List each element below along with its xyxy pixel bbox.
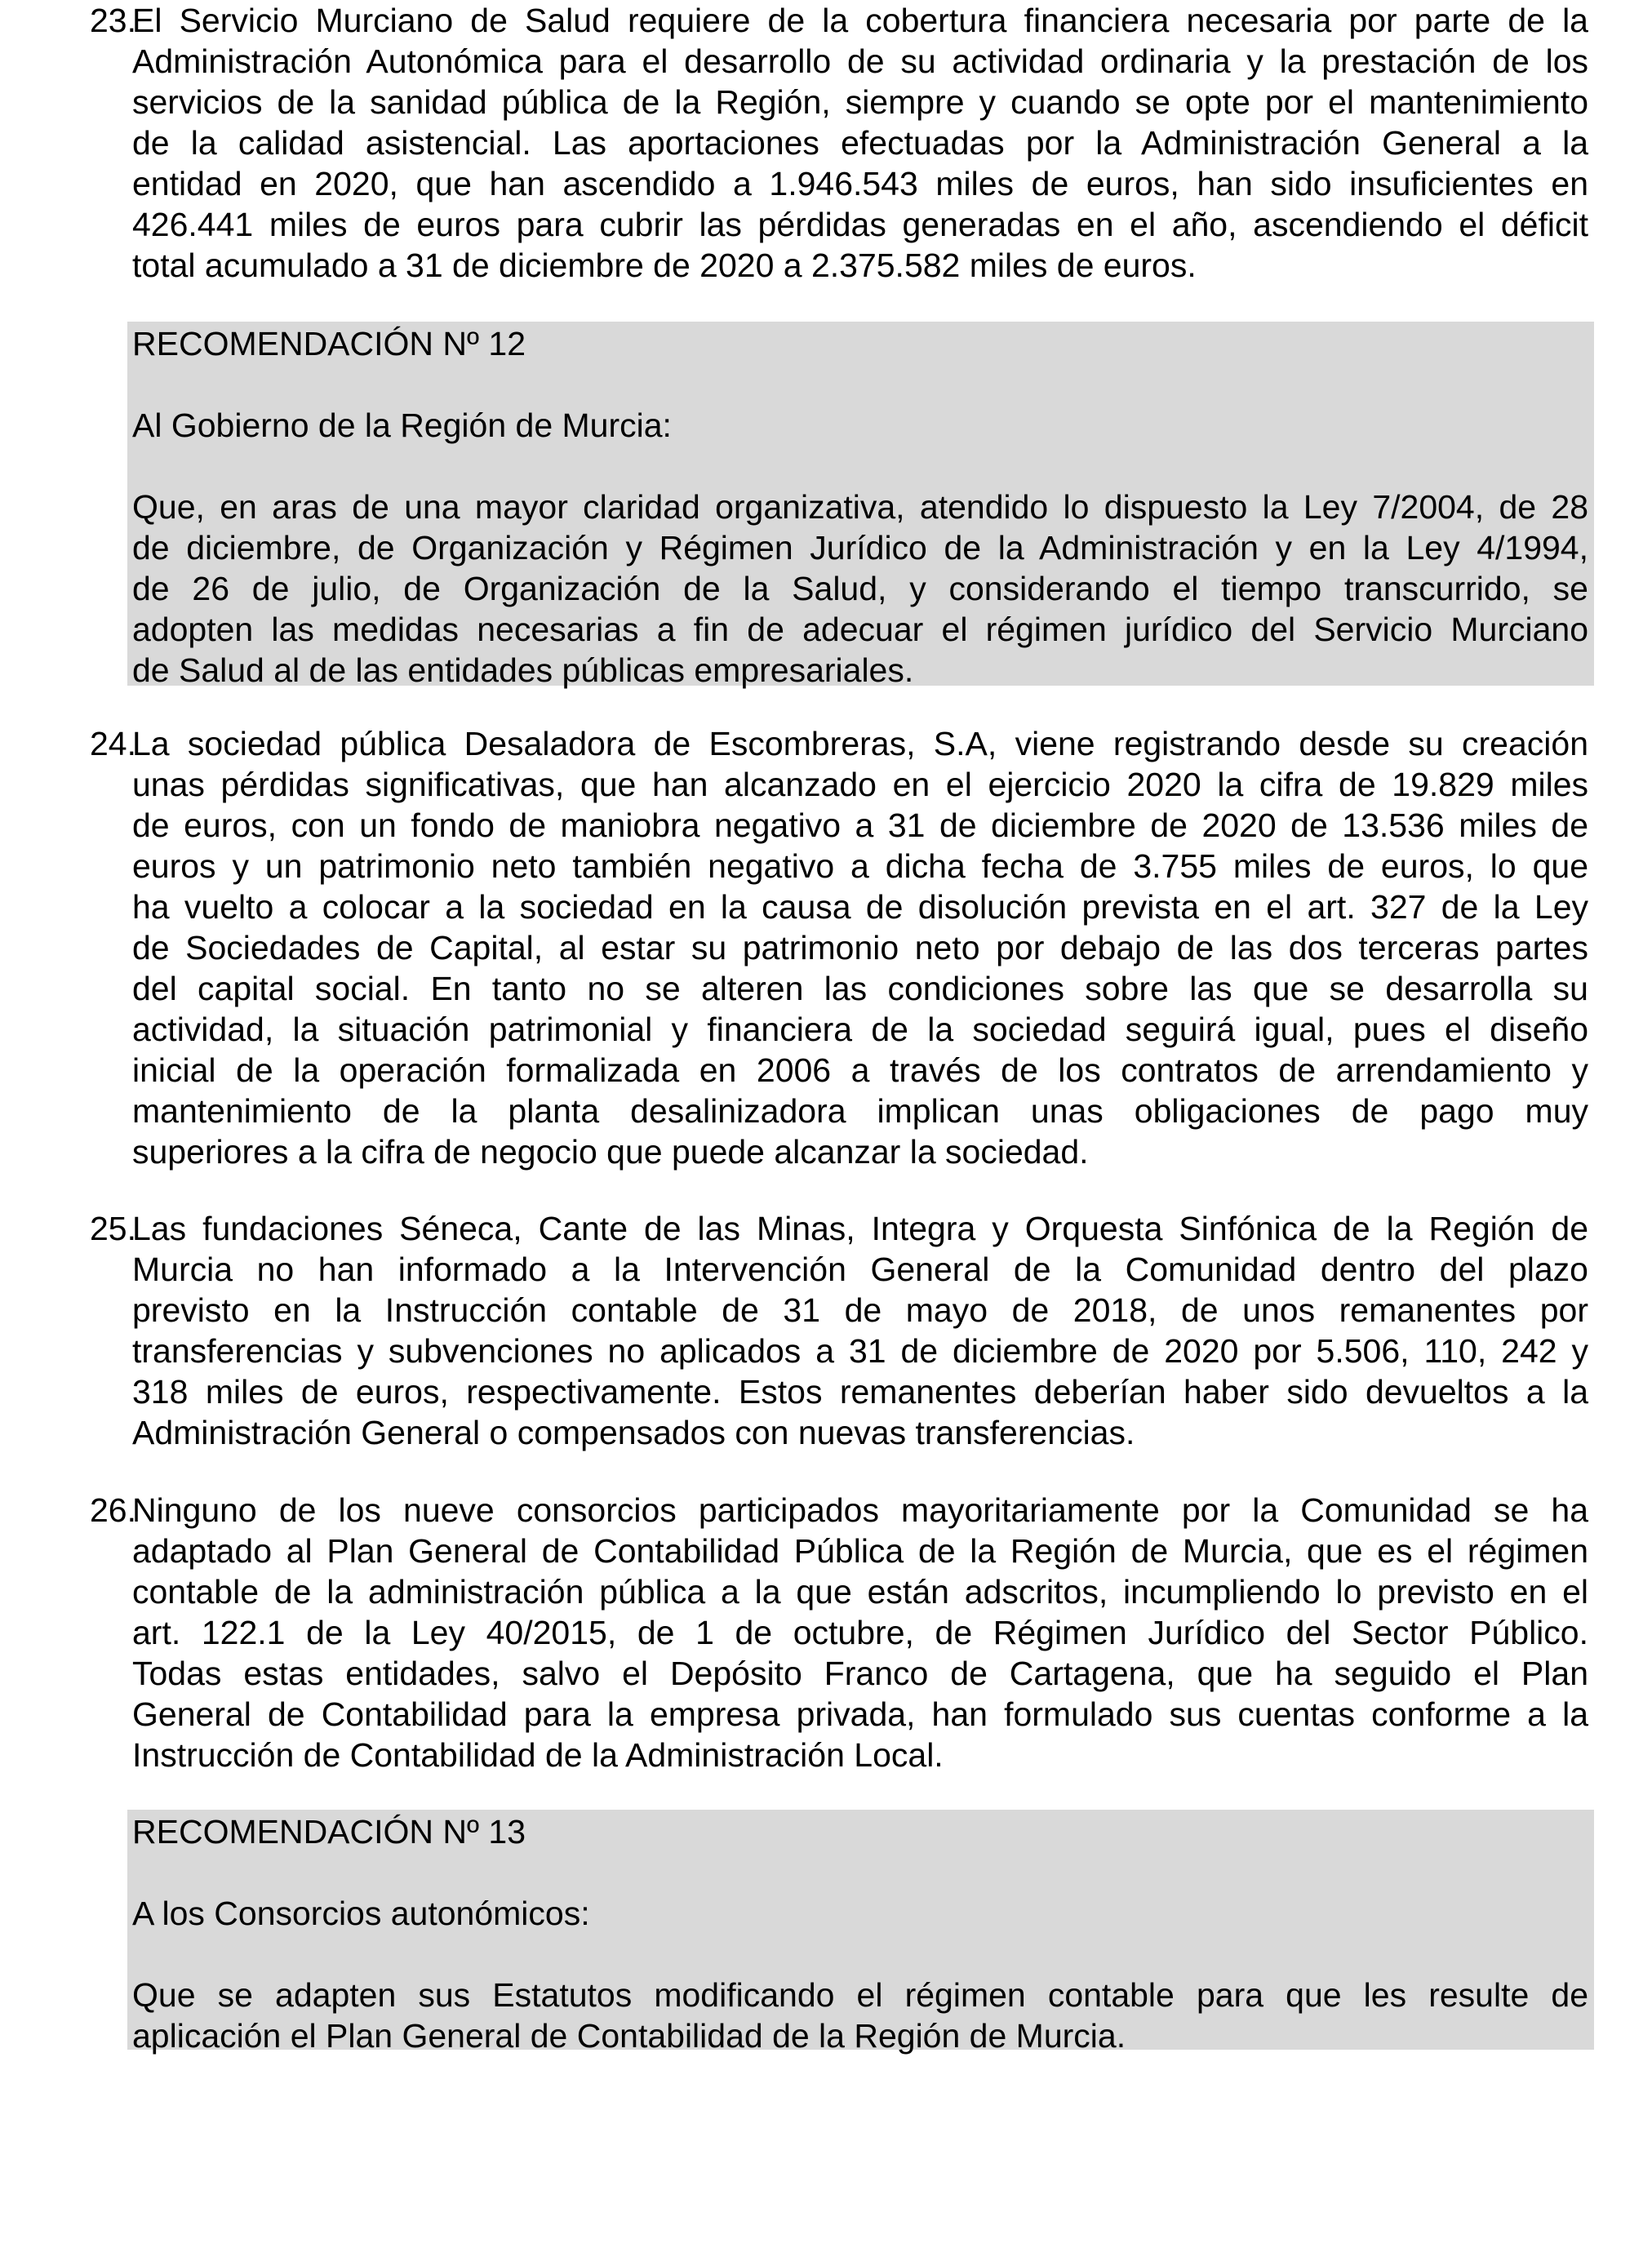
text-line: 426.441 miles de euros para cubrir las pérdidas generadas en el año, ascendiendo el déficit	[132, 206, 1588, 243]
text-line: La sociedad pública Desaladora de Escombreras, S.A, viene registrando desde su creación	[132, 725, 1588, 762]
text-line: Instrucción de Contabilidad de la Administración Local.	[132, 1736, 944, 1774]
paragraph-25	[90, 1208, 1588, 1453]
recommendation-12-box	[127, 322, 1594, 689]
text-line: ha vuelto a colocar a la sociedad en la causa de disolución prevista en el art. 327 de la Ley	[132, 888, 1588, 926]
recommendation-addressee: Al Gobierno de la Región de Murcia:	[132, 407, 672, 444]
text-line: del capital social. En tanto no se alteren las condiciones sobre las que se desarrolla su	[132, 970, 1588, 1007]
text-line: de euros, con un fondo de maniobra negativo a 31 de diciembre de 2020 de 13.536 miles de	[132, 806, 1588, 844]
text-line: Que se adapten sus Estatutos modificando el régimen contable para que les resulte de	[132, 1976, 1588, 2014]
text-line: de Salud al de las entidades públicas empresariales.	[132, 651, 914, 689]
recommendation-heading: RECOMENDACIÓN Nº 13	[132, 1813, 526, 1851]
text-line: de Sociedades de Capital, al estar su patrimonio neto por debajo de las dos terceras partes	[132, 929, 1588, 966]
paragraph-number: 25.	[90, 1210, 136, 1247]
text-line: actividad, la situación patrimonial y financiera de la sociedad seguirá igual, pues el diseño	[132, 1011, 1588, 1048]
text-line: aplicación el Plan General de Contabilidad de la Región de Murcia.	[132, 2017, 1126, 2055]
text-line: previsto en la Instrucción contable de 31 de mayo de 2018, de unos remanentes por	[132, 1291, 1588, 1329]
text-line: El Servicio Murciano de Salud requiere de la cobertura financiera necesaria por parte de la	[132, 2, 1588, 39]
recommendation-addressee: A los Consorcios autonómicos:	[132, 1895, 590, 1932]
recommendation-heading: RECOMENDACIÓN Nº 12	[132, 325, 526, 362]
text-line: superiores a la cifra de negocio que puede alcanzar la sociedad.	[132, 1133, 1089, 1171]
text-line: total acumulado a 31 de diciembre de 2020 a 2.375.582 miles de euros.	[132, 247, 1197, 284]
paragraph-number: 26.	[90, 1491, 136, 1529]
text-line: unas pérdidas significativas, que han alcanzado en el ejercicio 2020 la cifra de 19.829 miles	[132, 766, 1588, 803]
text-line: adaptado al Plan General de Contabilidad Pública de la Región de Murcia, que es el régimen	[132, 1532, 1588, 1570]
text-line: Ninguno de los nueve consorcios participados mayoritariamente por la Comunidad se ha	[132, 1491, 1588, 1529]
text-line: Administración Autonómica para el desarrollo de su actividad ordinaria y la prestación de los	[132, 42, 1588, 80]
text-line: inicial de la operación formalizada en 2006 a través de los contratos de arrendamiento y	[132, 1051, 1588, 1089]
text-line: Murcia no han informado a la Intervención General de la Comunidad dentro del plazo	[132, 1251, 1588, 1288]
text-line: 318 miles de euros, respectivamente. Estos remanentes deberían haber sido devueltos a la	[132, 1373, 1588, 1411]
paragraph-number: 24.	[90, 725, 136, 762]
text-line: mantenimiento de la planta desalinizadora implican unas obligaciones de pago muy	[132, 1092, 1588, 1130]
text-line: Todas estas entidades, salvo el Depósito Franco de Cartagena, que ha seguido el Plan	[132, 1655, 1588, 1692]
text-line: Las fundaciones Séneca, Cante de las Minas, Integra y Orquesta Sinfónica de la Región de	[132, 1210, 1588, 1247]
paragraph-23	[90, 0, 1588, 286]
text-line: de diciembre, de Organización y Régimen Jurídico de la Administración y en la Ley 4/1994,	[132, 529, 1588, 566]
paragraph-number: 23.	[90, 2, 136, 39]
text-line: de 26 de julio, de Organización de la Salud, y considerando el tiempo transcurrido, se	[132, 570, 1588, 607]
text-line: Administración General o compensados con nuevas transferencias.	[132, 1414, 1135, 1451]
paragraph-26	[90, 1490, 1588, 1775]
text-line: servicios de la sanidad pública de la Región, siempre y cuando se opte por el mantenimiento	[132, 83, 1588, 121]
text-line: de la calidad asistencial. Las aportaciones efectuadas por la Administración General a la	[132, 124, 1588, 162]
text-line: euros y un patrimonio neto también negativo a dicha fecha de 3.755 miles de euros, lo que	[132, 847, 1588, 885]
text-line: adopten las medidas necesarias a fin de adecuar el régimen jurídico del Servicio Murciano	[132, 611, 1588, 648]
text-line: transferencias y subvenciones no aplicados a 31 de diciembre de 2020 por 5.506, 110, 242 y	[132, 1332, 1588, 1370]
text-line: contable de la administración pública a la que están adscritos, incumpliendo lo previsto en el	[132, 1573, 1588, 1611]
text-line: General de Contabilidad para la empresa privada, han formulado sus cuentas conforme a la	[132, 1695, 1588, 1733]
recommendation-13-box	[127, 1810, 1594, 2055]
text-line: Que, en aras de una mayor claridad organizativa, atendido lo dispuesto la Ley 7/2004, de 28	[132, 488, 1588, 526]
paragraph-24	[90, 723, 1588, 1172]
text-line: entidad en 2020, que han ascendido a 1.946.543 miles de euros, han sido insuficientes en	[132, 165, 1588, 202]
text-line: art. 122.1 de la Ley 40/2015, de 1 de octubre, de Régimen Jurídico del Sector Público.	[132, 1614, 1588, 1651]
